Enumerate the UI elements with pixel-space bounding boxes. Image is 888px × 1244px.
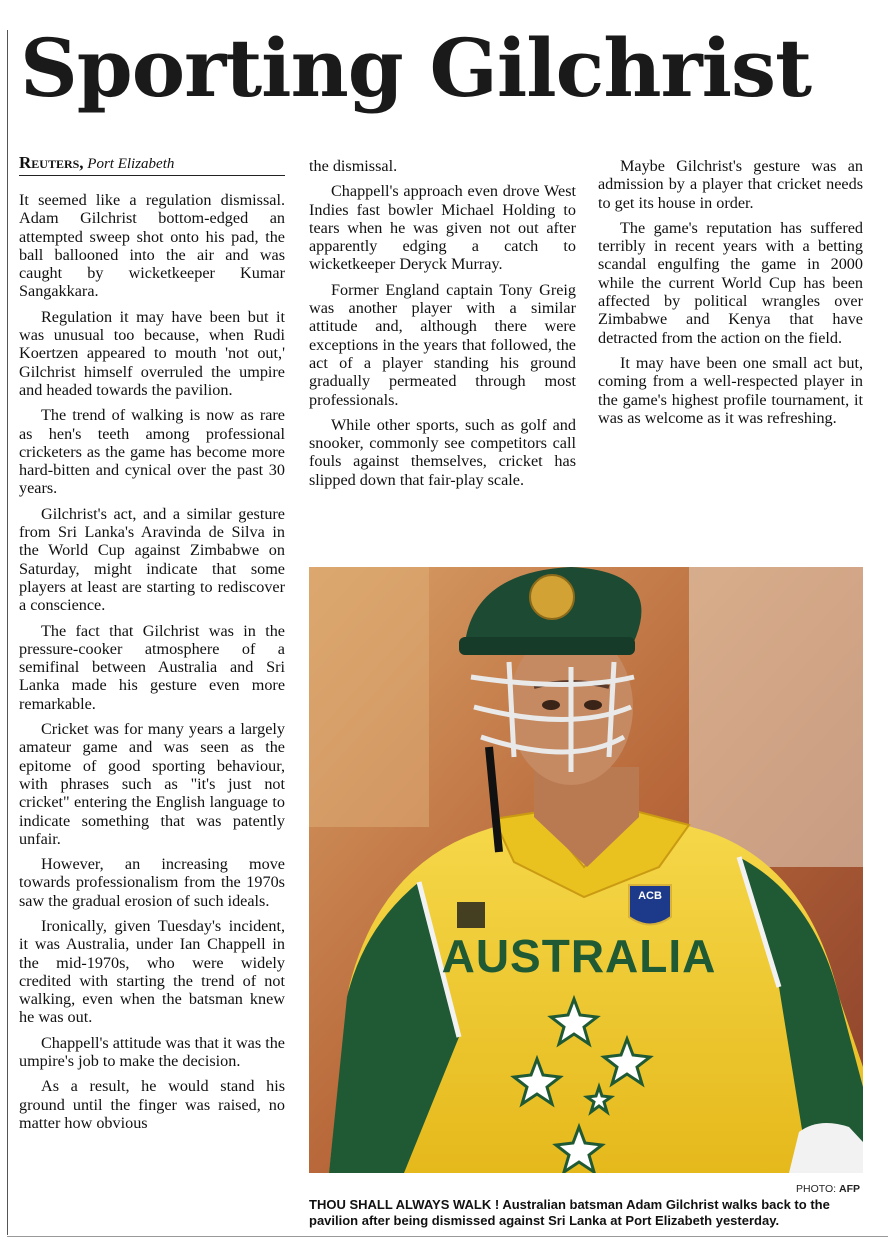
headline: Sporting Gilchrist	[20, 21, 812, 115]
paragraph: Regulation it may have been but it was unusual too because, when Rudi Koertzen appeared to mouth 'not out,' Gilchrist himself overruled the umpire and headed towards the pavilion.	[19, 307, 285, 399]
paragraph: Former England captain Tony Greig was another player with a similar attitude and, although there were exceptions in the years that followed, the act of a player standing his ground gradually permeated through most professionals.	[309, 280, 576, 409]
cricketer-photo	[309, 567, 863, 1173]
paragraph: However, an increasing move towards professionalism from the 1970s saw the gradual erosion of such ideals.	[19, 855, 285, 910]
paragraph: Ironically, given Tuesday's incident, it was Australia, under Ian Chappell in the mid-1970s, who were widely credited with starting the trend of not walking, even when the batsman knew he was out.	[19, 916, 285, 1027]
paragraph: Gilchrist's act, and a similar gesture from Sri Lanka's Aravinda de Silva in the World Cup against Zimbabwe on Saturday, might indicate that some players at least are starting to rediscover a conscience.	[19, 504, 285, 615]
paragraph: The fact that Gilchrist was in the pressure-cooker atmosphere of a semifinal between Australia and Sri Lanka made his gesture even more remarkable.	[19, 621, 285, 713]
byline-agency: Reuters,	[19, 153, 84, 172]
byline	[19, 154, 285, 176]
paragraph: It may have been one small act but, coming from a well-respected player in the game's highest profile tournament, it was as welcome as it was refreshing.	[598, 353, 863, 427]
paragraph: It seemed like a regulation dismissal. Adam Gilchrist bottom-edged an attempted sweep shot onto his pad, the ball ballooned into the air and was caught by wicketkeeper Kumar Sangakkara.	[19, 191, 285, 301]
paragraph: Maybe Gilchrist's gesture was an admission by a player that cricket needs to get its house in order.	[598, 157, 863, 212]
bottom-rule	[7, 1236, 888, 1237]
helmet-badge	[530, 575, 574, 619]
shirt-text: AUSTRALIA	[441, 930, 717, 982]
photo-credit-source: AFP	[839, 1183, 860, 1195]
paragraph: As a result, he would stand his ground until the finger was raised, no matter how obvious	[19, 1077, 285, 1132]
photo-caption: THOU SHALL ALWAYS WALK ! Australian batsman Adam Gilchrist walks back to the pavilion after being dismissed against Sri Lanka at Port Elizabeth yesterday.	[309, 1197, 830, 1228]
article-column-3	[598, 157, 863, 434]
paragraph: Cricket was for many years a largely amateur game and was seen as the epitome of good sporting behaviour, with phrases such as "it's just not cricket" entering the English language to indicate something that was patently unfair.	[19, 720, 285, 848]
paragraph: While other sports, such as golf and snooker, commonly see competitors call fouls against themselves, cricket has slipped down that fair-play scale.	[309, 415, 576, 489]
paragraph-continuation: the dismissal.	[309, 157, 398, 175]
paragraph: The trend of walking is now as rare as hen's teeth among professional cricketers as the game has become more hard-bitten and cynical over the past 30 years.	[19, 406, 285, 498]
photo-credit	[690, 1183, 860, 1195]
tournament-logo	[457, 902, 485, 928]
byline-place: Port Elizabeth	[87, 156, 175, 172]
paragraph: Chappell's approach even drove West Indies fast bowler Michael Holding to tears when he was given not out after apparently edging a catch to wicketkeeper Deryck Murray.	[309, 182, 576, 274]
photo-credit-label: PHOTO:	[796, 1183, 837, 1195]
paragraph: Chappell's attitude was that it was the umpire's job to make the decision.	[19, 1033, 285, 1071]
acb-badge-text: ACB	[638, 890, 662, 902]
article-column-1	[19, 191, 285, 1139]
article-column-2	[309, 157, 576, 496]
left-column-rule	[7, 30, 8, 1235]
paragraph: The game's reputation has suffered terribly in recent years with a betting scandal engulfing the game in 2000 while the current World Cup has been affected by political wrangles over Zimbabwe and Kenya that have detracted from the action on the field.	[598, 218, 863, 347]
